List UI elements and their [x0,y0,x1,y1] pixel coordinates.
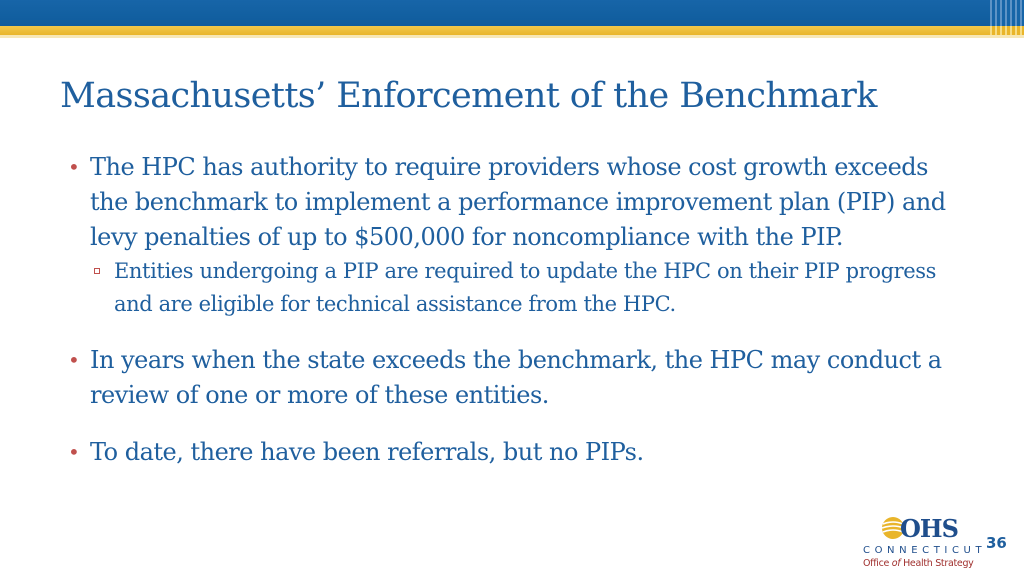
sub-bullet-text: Entities undergoing a PIP are required to update the HPC on their PIP progress and are eligible for technical assistance from the HPC. [114,259,937,316]
bullet-dot-icon: • [68,155,80,179]
header-divider [0,35,1024,38]
page-number: 36 [986,534,1007,552]
bullet-dot-icon: • [68,440,80,464]
sub-bullet-item [114,255,962,321]
logo-acronym: OHS [900,514,958,543]
bullet-item [62,435,962,470]
bullet-item [62,150,962,255]
bullet-dot-icon: • [68,348,80,372]
sub-bullet-square-icon [94,268,100,274]
bullet-text: In years when the state exceeds the benchmark, the HPC may conduct a review of one or more of these entities. [90,346,942,409]
slide-title: Massachusetts’ Enforcement of the Benchmark [60,76,877,116]
bullet-item [62,343,962,413]
gold-band-stripes [990,26,1024,35]
bullet-text: To date, there have been referrals, but no PIPs. [90,438,644,466]
logo-office-name: Office of Health Strategy [863,558,974,569]
header-blue-bar [0,0,1024,26]
slide-body [62,150,962,470]
header-stripes [990,0,1024,26]
header-gold-band [0,26,1024,35]
logo-state: CONNECTICUT [863,545,987,556]
bullet-text: The HPC has authority to require providers whose cost growth exceeds the benchmark to implement a performance improvement plan (PIP) and levy penalties of up to $500,000 for noncompliance with the PIP. [90,153,946,251]
ohs-logo [862,514,987,570]
